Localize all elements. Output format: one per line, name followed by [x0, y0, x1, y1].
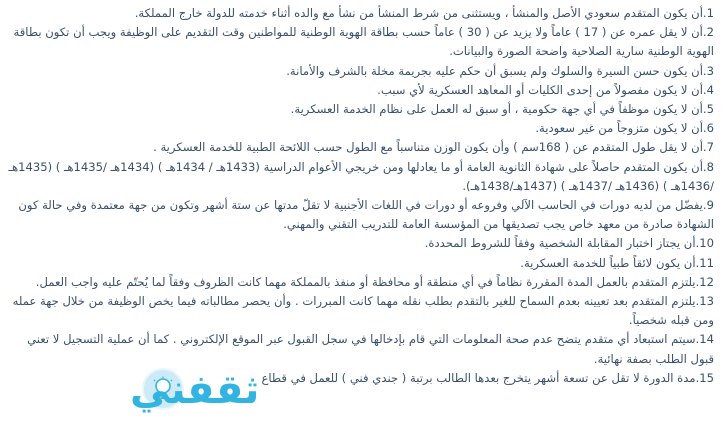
requirement-item-2: 2.أن لا يقل عمره عن ( 17 ) عاماً ولا يزيد عن ( 30 ) عاماً حسب بطاقة الهوية الوطنية للمواطنين وقت التقديم على الوظيفة ويجب أن تكون بطاقة الهوية الوطنية سارية الصلاحية واضحة الصورة والبيانات.	[13, 25, 714, 59]
requirement-item-11: 11.أن يكون لائقاً طبياً للخدمة العسكرية.	[520, 255, 714, 270]
requirement-item-6: 6.أن لا يكون متزوجاً من غير سعودية.	[535, 121, 714, 136]
requirement-item-1: 1.أن يكون المتقدم سعودي الأصل والمنشأ ، ويستثنى من شرط المنشأ من نشأ مع والده أثناء خدمته للدولة خارج المملكة.	[134, 6, 714, 20]
requirement-item-15: 15.مدة الدورة لا تقل عن تسعة أشهر يتخرج بعدها الطالب برتبة ( جندي فني ) للعمل في قطاع	[261, 370, 714, 385]
requirements-document	[6, 4, 714, 388]
requirement-item-13: 13.يلتزم المتقدم بعد تعيينه بعدم السماح للغير بالتقدم بطلب نقله مهما كانت المبررات . وأن يحصر مطالباته فيما يخص الوظيفة من خلال جهة عمله ومن قبله شخصياً.	[12, 294, 714, 328]
requirement-item-3: 3.أن يكون حسن السيرة والسلوك ولم يسبق أن حكم عليه بجريمة مخلة بالشرف والأمانة.	[286, 63, 714, 78]
requirement-item-7: 7.أن لا يقل طول المتقدم عن ( 168سم ) وأن يكون الوزن متناسباً مع الطول حسب اللائحة الطبية للخدمة العسكرية .	[153, 140, 714, 155]
site-logo-watermark	[130, 362, 260, 428]
requirement-item-12: 12.يلتزم المتقدم بالعمل المدة المقررة نظاماً في أي منطقة أو محافظة أو منفذ بالمملكة مهما كانت الظروف وفقاً لما يُحتّم عليه واجب العمل.	[35, 274, 714, 289]
logo-text: ثقفني	[130, 367, 260, 413]
requirement-item-5: 5.أن لا يكون موظفاً في أي جهة حكومية ، أو سبق له العمل على نظام الخدمة العسكرية.	[290, 102, 714, 117]
requirement-item-4: 4.أن لا يكون مفصولاً من إحدى الكليات أو المعاهد العسكرية لأي سبب.	[377, 82, 714, 97]
requirement-item-9: 9.يفضّل من لديه دورات في الحاسب الآلي وفروعه أو دورات في اللغات الأجنبية لا تقلّ مدتها عن ستة أشهر وتكون من جهة معتمدة وفي حالة كون الشهادة صادرة من معهد خاص يجب تصديقها من المؤسسة العامة للتدريب التقني والمهني.	[18, 198, 714, 232]
requirement-item-8: 8.أن يكون المتقدم حاصلاً على شهادة الثانوية العامة أو ما يعادلها ومن خريجي الأعوام الدراسية (1433هـ / 1434هـ ) (1434هـ /1435هـ ) (1435هـ /1436هـ ) (1436هـ /1437هـ ) (1437هـ/1438هـ).	[8, 159, 714, 193]
requirement-item-14: 14.سيتم استبعاد أي متقدم يتضح عدم صحة المعلومات التي قام بإدخالها في سجل القبول عبر الموقع الإلكتروني . كما أن عملية التسجيل لا تعني قبول الطلب بصفة نهائية.	[27, 332, 714, 366]
requirement-item-10: 10.أن يجتاز اختبار المقابلة الشخصية وفقاً للشروط المحددة.	[424, 236, 714, 251]
